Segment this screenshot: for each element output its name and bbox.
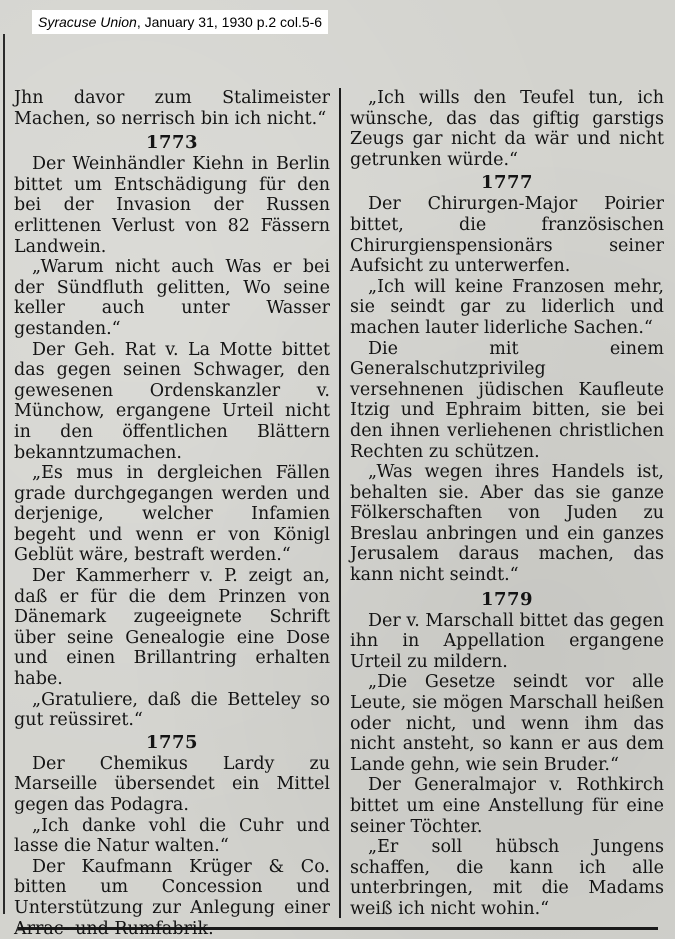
column-divider xyxy=(339,88,341,918)
year-heading-1777: 1777 xyxy=(480,172,534,194)
paragraph: Der Chemikus Lardy zu Marseille übersendet ein Mittel gegen das Podagra. xyxy=(14,753,330,815)
paragraph: Der Kammerherr v. P. zeigt an, daß er für die dem Prinzen von Dänemark zugeeignete Schrift über seine Genealogie eine Dose und einen Brillantring erhalten habe. xyxy=(14,566,330,690)
year-heading-1775: 1775 xyxy=(145,731,199,753)
royal-reply: „Er soll hübsch Jungens schaffen, die kann ich alle unterbringen, mit die Madams weiß ich nicht wohin.“ xyxy=(350,837,664,919)
royal-reply: „Es mus in dergleichen Fällen grade durchgegangen werden und derjenige, welcher Infamien begeht und wenn er von Königl Geblüt wäre, bestraft werden.“ xyxy=(14,463,330,566)
right-column xyxy=(350,88,664,920)
year-heading-1773: 1773 xyxy=(145,132,199,154)
paragraph: Der v. Marschall bittet das gegen ihn in Appellation ergangene Urteil zu mildern. xyxy=(350,610,664,672)
caption-details: , January 31, 1930 p.2 col.5-6 xyxy=(136,14,323,30)
paragraph: Der Kaufmann Krüger & Co. bitten um Concession und Unterstützung zur Anlegung einer Arrac- und Rumfabrik. xyxy=(14,856,330,939)
paragraph: Jhn davor zum Stalimeister Machen, so nerrisch bin ich nicht.“ xyxy=(14,88,330,129)
royal-reply: „Die Gesetze seindt vor alle Leute, sie mögen Marschall heißen oder nicht, und wenn ihm das nicht ansteht, so kann er aus dem Lande gehn, wie sein Bruder.“ xyxy=(350,672,664,775)
paragraph: Der Chirurgen-Major Poirier bittet, die französischen Chirurgienspensionärs seiner Aufsicht zu unterwerfen. xyxy=(350,194,664,277)
paragraph: Der Generalmajor v. Rothkirch bittet um eine Anstellung für eine seiner Töchter. xyxy=(350,775,664,837)
paragraph: Der Geh. Rat v. La Motte bittet das gegen seinen Schwager, den gewesenen Ordenskanzler v. Münchow, ergangene Urteil nicht in den öffentlichen Blättern bekanntzumachen. xyxy=(14,339,330,463)
caption-publication: Syracuse Union xyxy=(38,14,137,30)
royal-reply: „Ich will keine Franzosen mehr, sie seindt gar zu liderlich und machen lauter liderliche Sachen.“ xyxy=(350,276,664,338)
royal-reply: „Ich wills den Teufel tun, ich wünsche, das das giftig garstigs Zeugs gar nicht da wär und nicht getrunken würde.“ xyxy=(350,88,664,170)
paragraph: Die mit einem Generalschutzprivileg versehnenen jüdischen Kaufleute Itzig und Ephraim bitten, sie bei den ihnen verliehenen christlichen Rechten zu schützen. xyxy=(350,338,664,462)
left-column xyxy=(14,88,330,939)
royal-reply: „Warum nicht auch Was er bei der Sündfluth gelitten, Wo seine keller auch unter Wasser gestanden.“ xyxy=(14,257,330,339)
royal-reply: „Gratuliere, daß die Betteley so gut reüssiret.“ xyxy=(14,689,330,731)
royal-reply: „Was wegen ihres Handels ist, behalten sie. Aber das sie ganze Fölkerschaften von Juden zu Breslau anbringen und ein ganzes Jerusalem daraus machen, das kann nicht seindt.“ xyxy=(350,462,664,586)
year-heading-1779: 1779 xyxy=(480,588,534,610)
left-margin-rule xyxy=(3,34,5,914)
source-caption xyxy=(32,10,328,34)
paragraph: Der Weinhändler Kiehn in Berlin bittet um Entschädigung für den bei der Invasion der Russen erlittenen Verlust von 82 Fässern Landwein. xyxy=(14,154,330,257)
royal-reply: „Ich danke vohl die Cuhr und lasse die Natur walten.“ xyxy=(14,815,330,857)
